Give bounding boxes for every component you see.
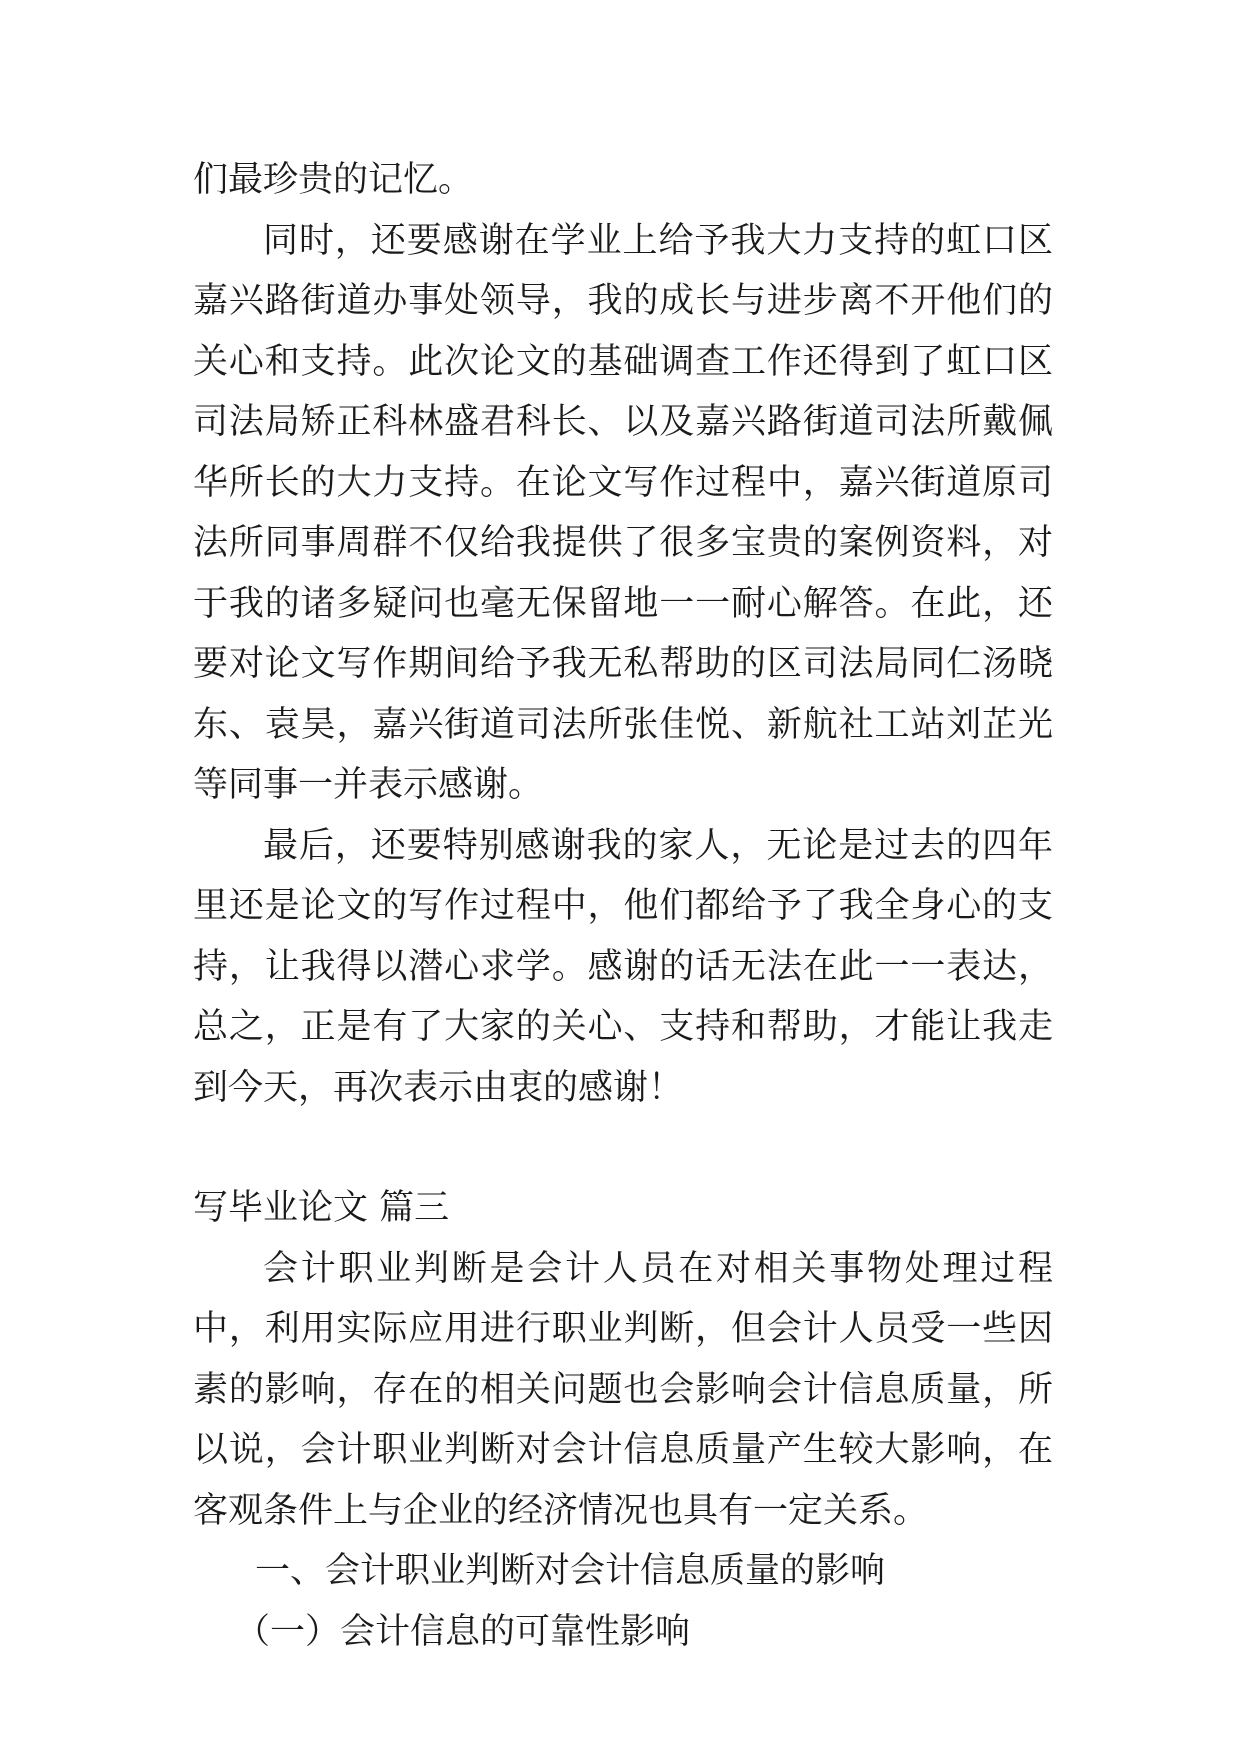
subheading-level-2: （一）会计信息的可靠性影响 [235, 1611, 691, 1652]
subheading-level-1: 一、会计职业判断对会计信息质量的影响 [255, 1551, 886, 1591]
paragraph-acknowledgement-colleagues: 同时，还要感谢在学业上给予我大力支持的虹口区嘉兴路街道办事处领导，我的成长与进步离不开他们的关心和支持。此次论文的基础调查工作还得到了虹口区司法局矫正科林盛君科长、以及嘉兴路街道司法所戴佩华所长的大力支持。在论文写作过程中，嘉兴街道原司法所同事周群不仅给我提供了很多宝贵的案例资料，对于我的诸多疑问也毫无保留地一一耐心解答。在此，还要对论文写作期间给予我无私帮助的区司法局同仁汤晓东、袁昊，嘉兴街道司法所张佳悦、新航社工站刘芷光等同事一并表示感谢。 [193, 220, 1053, 805]
document-body [193, 150, 1053, 1662]
section-title: 写毕业论文 篇三 [193, 1188, 450, 1228]
paragraph-acknowledgement-family: 最后，还要特别感谢我的家人，无论是过去的四年里还是论文的写作过程中，他们都给予了我全身心的支持，让我得以潜心求学。感谢的话无法在此一一表达，总之，正是有了大家的关心、支持和帮助，才能让我走到今天，再次表示由衷的感谢！ [193, 825, 1053, 1108]
paragraph-intro: 会计职业判断是会计人员在对相关事物处理过程中，利用实际应用进行职业判断，但会计人员受一些因素的影响，存在的相关问题也会影响会计信息质量，所以说，会计职业判断对会计信息质量产生较大影响，在客观条件上与企业的经济情况也具有一定关系。 [193, 1248, 1053, 1531]
paragraph-continuation: 们最珍贵的记忆。 [193, 160, 474, 200]
